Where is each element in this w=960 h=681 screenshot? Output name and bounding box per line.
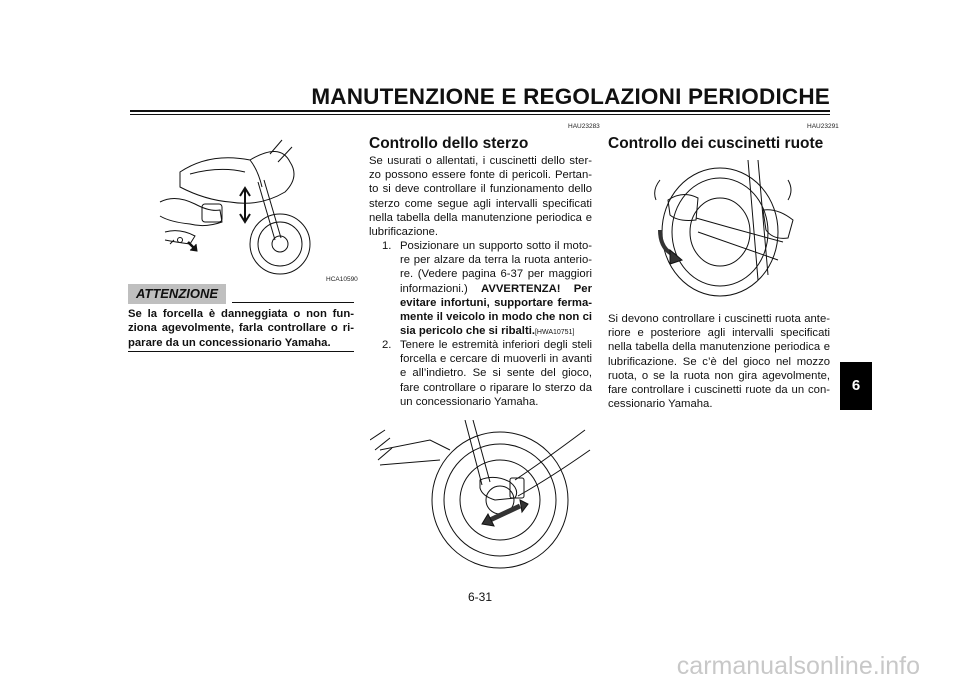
chapter-tab: 6 (840, 362, 872, 410)
watermark: carmanualsonline.info (676, 652, 920, 680)
step-text: Tenere le estremità inferiori degli steli forcella e cercare di muoverli in avanti e all’indietro. Se si sente del gioco, fare controllare o riparare lo sterzo da un concessionario Yamaha. (400, 339, 592, 408)
fork-illustration (150, 132, 350, 282)
steering-check-illustration (370, 420, 595, 572)
heading-wheel-bearings: Controllo dei cuscinetti ruote (608, 135, 824, 152)
attention-label: ATTENZIONE (128, 284, 226, 304)
section-code-steering: HAU23283 (568, 123, 600, 130)
figure-code: HCA10590 (326, 276, 358, 283)
step-number: 1. (382, 240, 392, 252)
steering-step-2 (382, 338, 592, 409)
attention-text: Se la forcella è danneggiata o non fun-ziona agevolmente, farla controllare o ri-parare da un concessionario Yamaha. (128, 308, 354, 349)
heading-steering-check: Controllo dello sterzo (369, 135, 529, 152)
section-code-wheel-bearings: HAU23291 (807, 123, 839, 130)
header-rule (130, 110, 830, 112)
attention-rule-bottom (128, 351, 354, 352)
step-text: Posizionare un supporto sotto il moto-re per alzare da terra la ruota anterio-re. (Vedere pagina 6-37 per maggiori informazioni.) (400, 240, 592, 295)
wheel-bearing-illustration (648, 160, 798, 300)
wheel-bearings-body: Si devono controllare i cuscinetti ruota ante-riore e posteriore agli intervalli specificati nella tabella della manutenzione periodica e lubrificazione. Se c’è del gioco nel mozzo ruota, o se la ruota non gira agevolmente, fare controllare i cuscinetti ruote da un con-cessionario Yamaha. (608, 313, 830, 411)
page-header-title: MANUTENZIONE E REGOLAZIONI PERIODICHE (311, 84, 830, 109)
page-number: 6-31 (467, 590, 493, 604)
step-warning: AVVERTENZA! Per evitare infortuni, supportare ferma-mente il veicolo in modo che non ci sia pericolo che si ribalti. (400, 282, 592, 338)
steering-step-1 (382, 239, 592, 340)
warning-code: [HWA10751] (534, 329, 575, 337)
header-rule-thin (130, 114, 830, 115)
steering-intro: Se usurati o allentati, i cuscinetti dello ster-zo possono essere fonte di pericoli. Pertan-to si deve controllare il funzionamento dello sterzo come segue agli intervalli specificati nella tabella della manutenzione periodica e lubrificazione. (369, 155, 592, 239)
step-number: 2. (382, 339, 392, 351)
attention-rule-top (232, 302, 354, 303)
